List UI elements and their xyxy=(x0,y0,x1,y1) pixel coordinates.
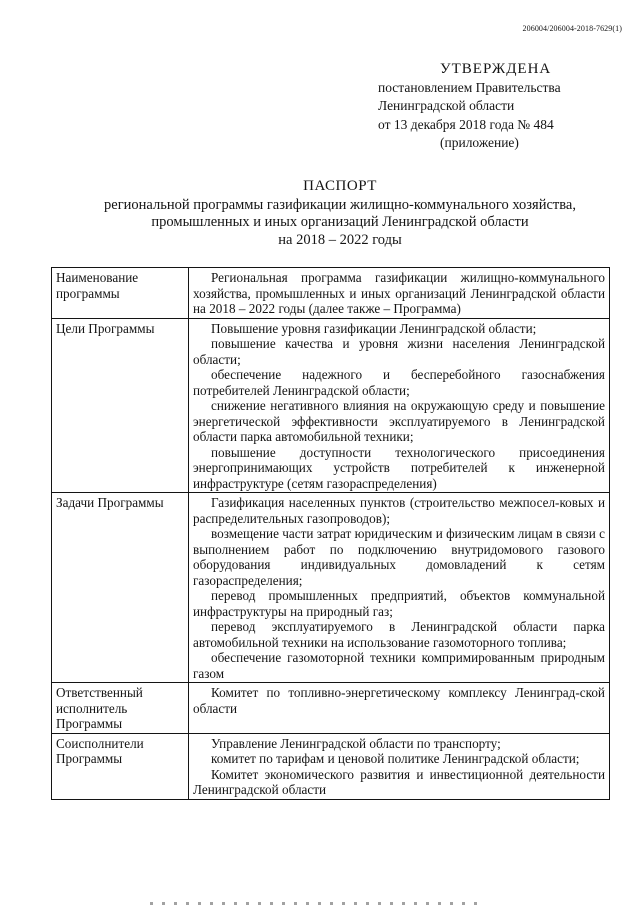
table-row xyxy=(52,683,610,734)
row-value xyxy=(189,318,610,493)
value-paragraph: возмещение части затрат юридическим и физическим лицам в связи с выполнением работ по подключению внутридомового газового оборудования индивидуальных домовладений к сетям газораспределения; xyxy=(193,526,605,588)
passport-subtitle-3: на 2018 – 2022 годы xyxy=(278,231,402,248)
value-paragraph: Комитет экономического развития и инвестиционной деятельности Ленинградской области xyxy=(193,766,605,797)
value-paragraph: снижение негативного влияния на окружающую среду и повышение энергетической эффективности эксплуатируемого в Ленинградской области парка автомобильной техники; xyxy=(193,398,605,444)
table-row xyxy=(52,493,610,683)
document-id: 206004/206004-2018-7629(1) xyxy=(522,24,622,33)
value-paragraph: повышение качества и уровня жизни населения Ленинградской области; xyxy=(193,336,605,367)
row-label: Наименование программы xyxy=(52,268,189,319)
approval-appendix: (приложение) xyxy=(440,135,519,150)
value-paragraph: перевод эксплуатируемого в Ленинградской области парка автомобильной техники на использование газомоторного топлива; xyxy=(193,619,605,650)
table-row xyxy=(52,268,610,319)
value-paragraph: Повышение уровня газификации Ленинградской области; xyxy=(211,320,537,336)
approval-line-1: постановлением Правительства xyxy=(378,79,561,95)
row-label: Цели Программы xyxy=(52,318,189,493)
passport-subtitle-1: региональной программы газификации жилищно-коммунального хозяйства, xyxy=(104,196,576,213)
row-value xyxy=(189,683,610,734)
value-paragraph: обеспечение надежного и бесперебойного газоснабжения потребителей Ленинградской области; xyxy=(193,367,605,398)
approval-line-3: от 13 декабря 2018 года № 484 xyxy=(378,116,554,132)
value-paragraph: перевод промышленных предприятий, объектов коммунальной инфраструктуры на природный газ; xyxy=(193,588,605,619)
passport-heading: ПАСПОРТ xyxy=(303,178,377,194)
approval-stamp xyxy=(378,60,628,153)
approval-title: УТВЕРЖДЕНА xyxy=(440,61,552,77)
row-value xyxy=(189,268,610,319)
row-label: Соисполнители Программы xyxy=(52,733,189,799)
table-row xyxy=(52,733,610,799)
passport-subtitle-2: промышленных и иных организаций Ленинградской области xyxy=(151,214,529,230)
value-paragraph: комитет по тарифам и ценовой политике Ленинградской области; xyxy=(211,751,580,766)
row-value xyxy=(189,733,610,799)
value-paragraph: Комитет по топливно-энергетическому комплексу Ленинград-ской области xyxy=(193,685,605,716)
program-table-body xyxy=(52,268,610,800)
row-value xyxy=(189,493,610,683)
value-paragraph: Региональная программа газификации жилищно-коммунального хозяйства, промышленных и иных организаций Ленинградской области на 2018 – 2022 годы (далее также – Программа) xyxy=(193,270,605,316)
approval-line-2: Ленинградской области xyxy=(378,98,515,113)
row-label: Задачи Программы xyxy=(52,493,189,683)
table-row xyxy=(52,318,610,493)
passport-heading-block xyxy=(40,178,640,249)
program-passport-table xyxy=(51,267,610,800)
value-paragraph: Газификация населенных пунктов (строительство межпосел-ковых и распределительных газопроводов); xyxy=(193,495,605,526)
value-paragraph: Управление Ленинградской области по транспорту; xyxy=(211,735,501,751)
row-label: Ответственный исполнитель Программы xyxy=(52,683,189,734)
value-paragraph: повышение доступности технологического присоединения энергопринимающих устройств потребителей к инженерной инфраструктуре (сетям газораспределения) xyxy=(193,444,605,491)
value-paragraph: обеспечение газомоторной техники компримированным природным газом xyxy=(193,650,605,681)
